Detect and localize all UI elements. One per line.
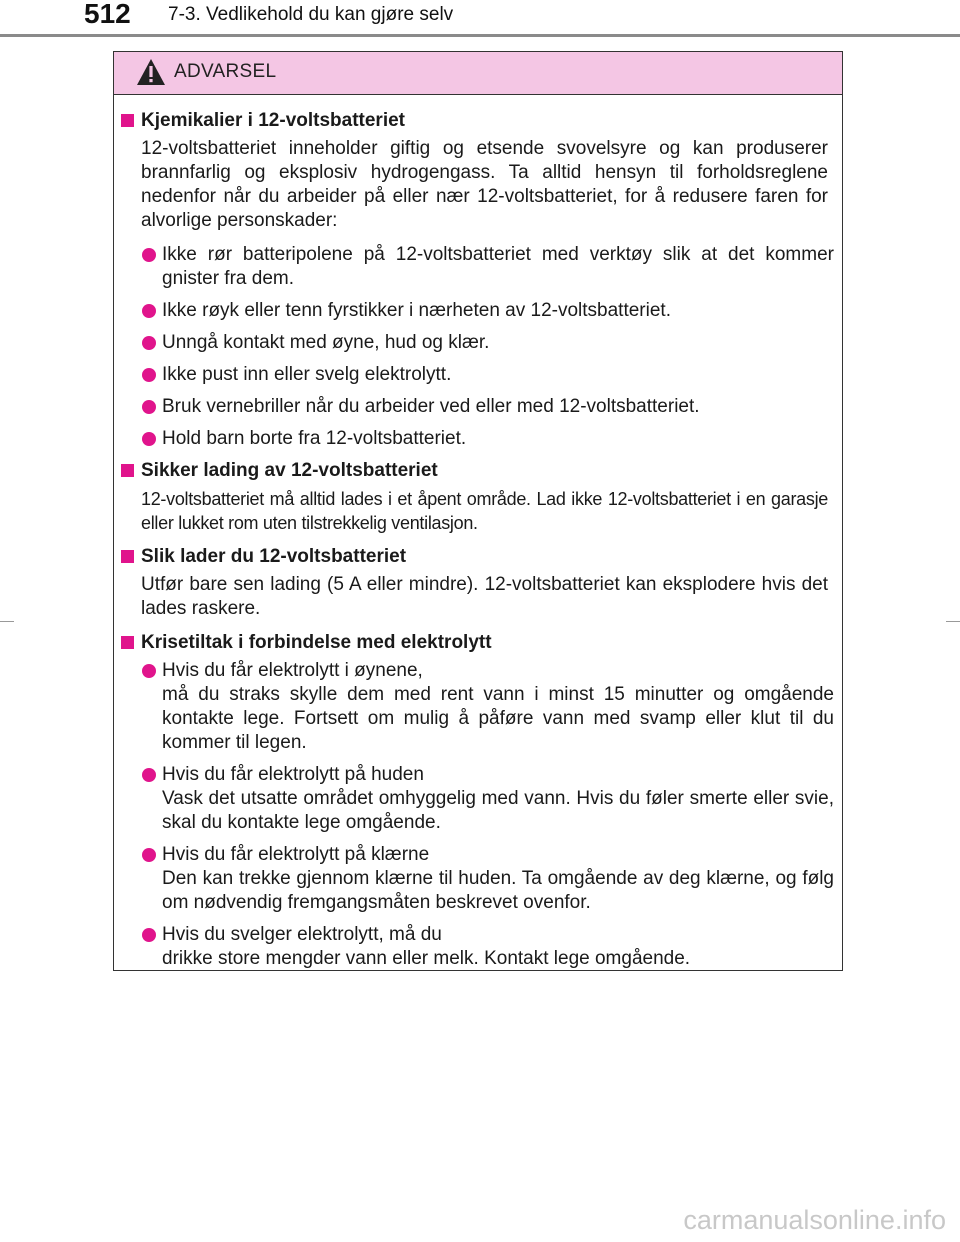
list-item-text: Ikke rør batteripolene på 12-voltsbatteriet med verktøy slik at det kommer gnister fra dem. [162,244,834,289]
warning-body [114,95,842,971]
heading-text: Sikker lading av 12-voltsbatteriet [141,460,438,481]
crop-mark-right [946,621,960,622]
square-bullet-icon [121,550,134,563]
list-item-lead: Hvis du svelger elektrolytt, må du [162,924,442,945]
list-item [121,923,836,971]
heading-text: Slik lader du 12-voltsbatteriet [141,546,407,567]
warning-box [113,51,843,971]
list-item-text: drikke store mengder vann eller melk. Kontakt lege omgående. [162,948,691,969]
circle-bullet-icon [142,848,156,862]
list-item-lead: Hvis du får elektrolytt i øynene, [162,660,423,681]
watermark: carmanualsonline.info [683,1205,946,1235]
list-item-lead: Hvis du får elektrolytt på klærne [162,844,430,865]
list-item-text: Vask det utsatte området omhyggelig med vann. Hvis du føler smerte eller svie, skal du kontakte lege omgående. [162,788,834,833]
circle-bullet-icon [142,768,156,782]
circle-bullet-icon [142,928,156,942]
crop-mark-left [0,621,14,622]
section-text: 12-voltsbatteriet må alltid lades i et åpent område. Lad ikke 12-voltsbatteriet i en garasje eller lukket rom uten tilstrekkelig ventilasjon. [141,489,828,533]
page-number: 512 [84,0,131,29]
square-bullet-icon [121,464,134,477]
page-header [0,0,960,38]
header-rule [0,34,960,37]
section-text: 12-voltsbatteriet inneholder giftig og etsende svovelsyre og kan produserer brannfarlig og eksplosiv hydrogengass. Ta alltid hensyn til forholdsreglene nedenfor når du arbeider på eller nær 12-voltsbatteriet, for å redusere faren for alvorlige personskader: [141,138,828,231]
circle-bullet-icon [142,368,156,382]
circle-bullet-icon [142,400,156,414]
list-item [121,659,836,755]
list-item-text: Unngå kontakt med øyne, hud og klær. [162,332,490,353]
warning-triangle-icon [136,58,166,86]
list-item [121,763,836,835]
list-item-text: Ikke pust inn eller svelg elektrolytt. [162,364,452,385]
heading-text: Kjemikalier i 12-voltsbatteriet [141,110,405,131]
list-item-text: Hold barn borte fra 12-voltsbatteriet. [162,428,467,449]
circle-bullet-icon [142,304,156,318]
list-item [121,843,836,915]
warning-header [114,52,842,95]
list-item [121,363,836,387]
list-item [121,427,836,451]
section-title: 7-3. Vedlikehold du kan gjøre selv [168,4,454,25]
list-item [121,395,836,419]
square-bullet-icon [121,636,134,649]
list-item-lead: Hvis du får elektrolytt på huden [162,764,424,785]
circle-bullet-icon [142,432,156,446]
heading-text: Krisetiltak i forbindelse med elektrolytt [141,632,492,653]
list-item-text: må du straks skylle dem med rent vann i minst 15 minutter og omgående kontakte lege. Fortsett om mulig å påføre vann med svamp eller klut til du kommer til legen. [162,684,834,753]
section-text: Utfør bare sen lading (5 A eller mindre). 12-voltsbatteriet kan eksplodere hvis det lades raskere. [141,574,828,619]
list-item [121,299,836,323]
circle-bullet-icon [142,248,156,262]
section-heading [121,109,836,133]
circle-bullet-icon [142,664,156,678]
list-item-text: Bruk vernebriller når du arbeider ved eller med 12-voltsbatteriet. [162,396,700,417]
section-heading [121,459,836,483]
section-heading [121,545,836,569]
square-bullet-icon [121,114,134,127]
list-item [121,243,836,291]
warning-label: ADVARSEL [174,61,277,82]
list-item [121,331,836,355]
list-item-text: Ikke røyk eller tenn fyrstikker i nærheten av 12-voltsbatteriet. [162,300,671,321]
circle-bullet-icon [142,336,156,350]
list-item-text: Den kan trekke gjennom klærne til huden. Ta omgående av deg klærne, og følg om nødvendig fremgangsmåten beskrevet ovenfor. [162,868,834,913]
section-heading [121,631,836,655]
